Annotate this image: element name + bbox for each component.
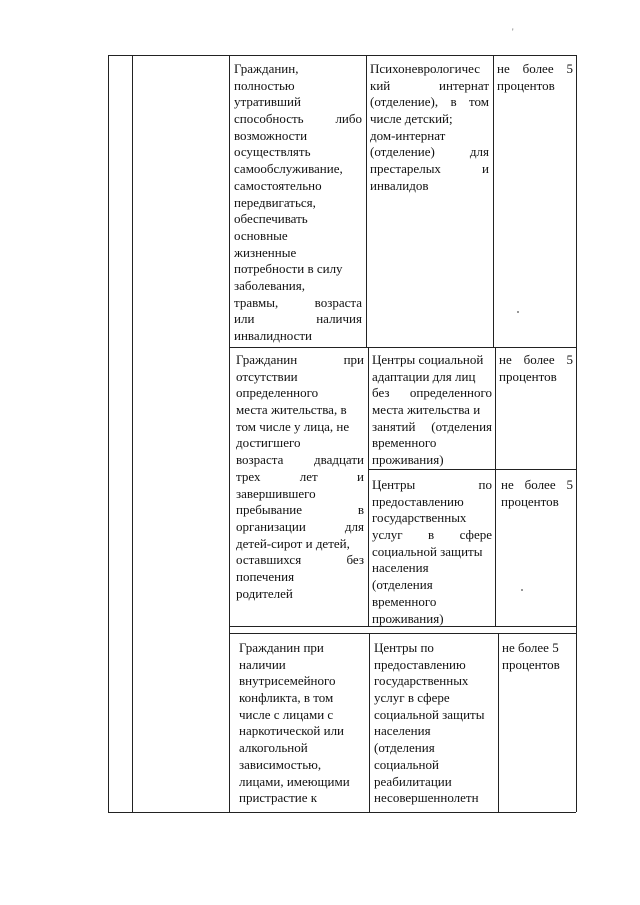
col-border [368,347,369,626]
scan-speck [521,589,523,591]
col-border [229,55,230,812]
col-border [493,55,494,347]
category-cell: Гражданин при наличии внутрисемейного конфликта, в том числе с лицами с наркотической или алкогольной зависимостью, лицами, имеющими пристрастие к [239,640,350,806]
col-border [108,55,109,812]
share-cell: не более 5 процентов [502,640,560,672]
page-mark: ' [512,27,514,37]
col-border [366,55,367,347]
col-border [495,347,496,626]
institution-cell: Психоневрологичес кий интернат (отделение), в том числе детский; дом-интернат (отделение) для престарелых и инвалидов [370,61,489,193]
col-border [369,633,370,812]
table-border-top [108,55,576,56]
row-divider [368,469,576,470]
institution-cell: Центры социальной адаптации для лиц без определенного места жительства и занятий (отделения временного проживания) [372,352,492,468]
category-cell: Гражданин при отсутствии определенного места жительства, в том числе у лица, не достигшего возраста двадцати трех лет и завершившего пребывание в организации для детей-сирот и детей, оставшихся без попечения родителей [236,352,364,601]
col-border [132,55,133,812]
table-border-bottom [108,812,576,813]
col-border [576,55,577,812]
category-cell: Гражданин, полностью утративший способность либо возможности осуществлять самообслуживание, самостоятельно передвигаться, обеспечивать основные жизненные потребности в силу заболевания, травмы, возраста или наличия инвалидности [234,61,362,343]
institution-cell: Центры по предоставлению государственных услуг в сфере социальной защиты населения (отделения социальной реабилитации несовершеннолетн [374,640,485,806]
row-divider [229,347,576,348]
share-cell: не более 5 процентов [499,352,573,384]
col-border [498,633,499,812]
share-cell: не более 5 процентов [501,477,573,509]
share-cell: не более 5 процентов [497,61,573,93]
institution-cell: Центры по предоставлению государственных услуг в сфере социальной защиты населения (отделения временного проживания) [372,477,492,626]
row-divider [229,633,576,634]
scan-speck [517,311,519,313]
